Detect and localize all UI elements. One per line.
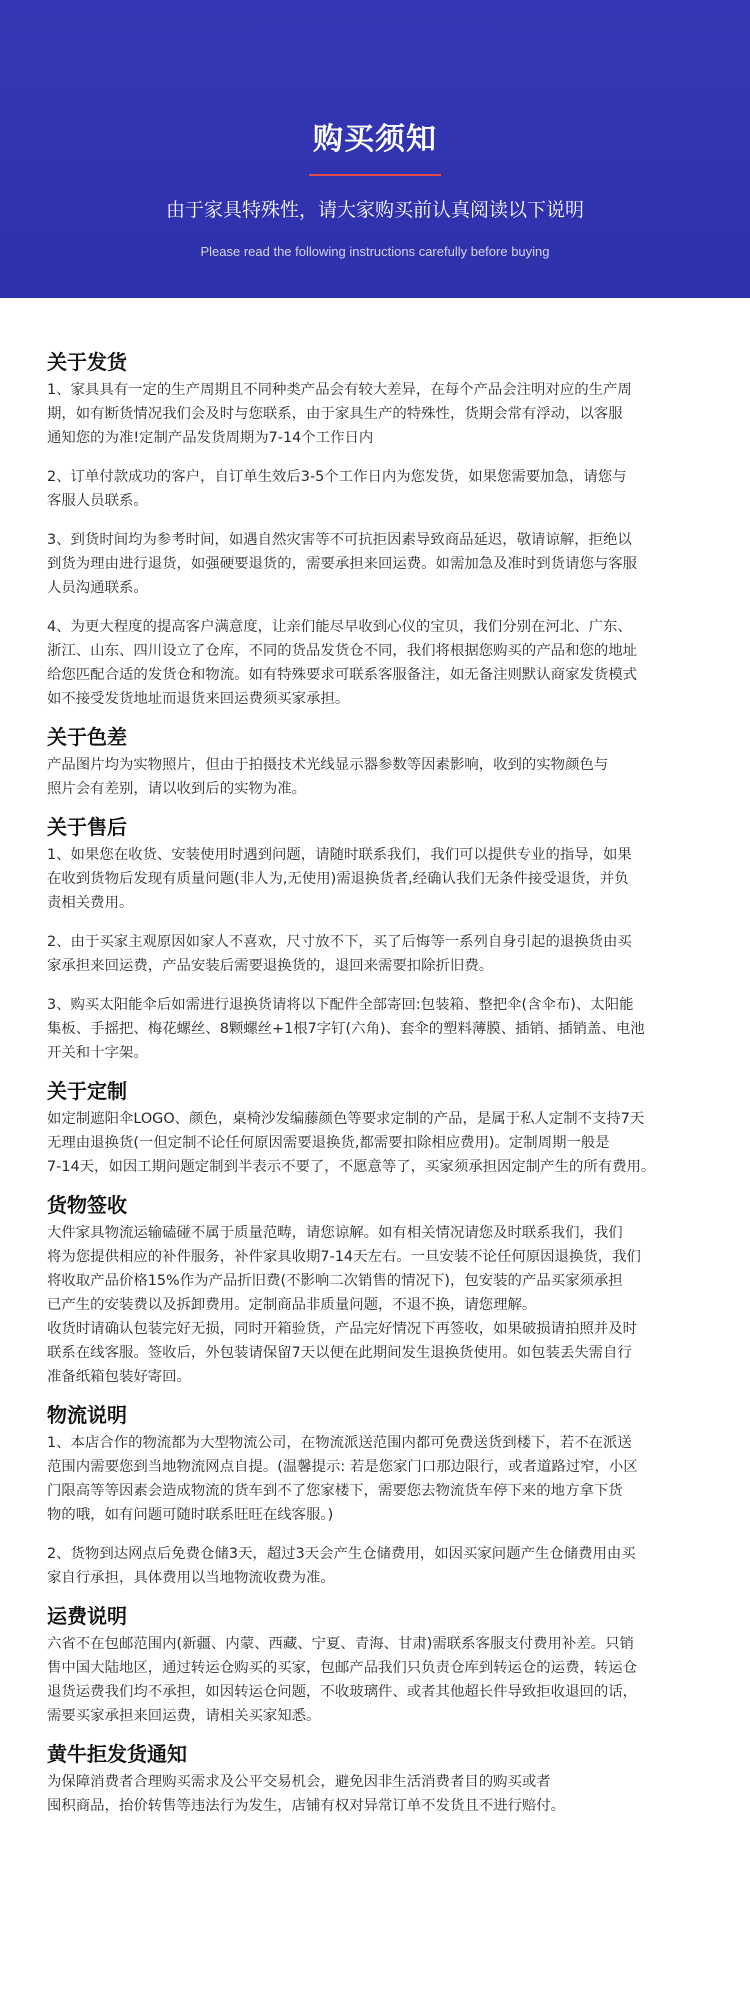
- notice-content: [0, 298, 719, 1818]
- paragraph: 3、购买太阳能伞后如需进行退换货请将以下配件全部寄回:包装箱、整把伞(含伞布)、太阳能 集板、手摇把、梅花螺丝、8颗螺丝+1根7字钉(六角)、套伞的塑料薄膜、插销、插销盖、电池 开关和十字架。: [47, 997, 645, 1061]
- paragraph: 3、到货时间均为参考时间，如遇自然灾害等不可抗拒因素导致商品延迟，敬请谅解，拒绝以 到货为理由进行退货，如强硬要退货的，需要承担来回运费。如需加急及准时到货请您与客服 人员沟通联系。: [47, 532, 638, 596]
- page-title: 购买须知: [313, 122, 437, 157]
- page-subtitle-english: Please read the following instructions carefully before buying: [200, 244, 550, 259]
- title-divider: [309, 174, 441, 176]
- paragraph: 产品图片均为实物照片，但由于拍摄技术光线显示器参数等因素影响，收到的实物颜色与 照片会有差别，请以收到后的实物为准。: [47, 757, 609, 797]
- paragraph: 1、如果您在收货、安装使用时遇到问题，请随时联系我们，我们可以提供专业的指导，如果 在收到货物后发现有质量问题(非人为,无使用)需退换货者,经确认我们无条件接受退货，并负 责相关费用。: [47, 847, 632, 911]
- section-shipping-fee: [47, 1602, 719, 1728]
- section-color-difference: [47, 723, 719, 801]
- paragraph: 4、为更大程度的提高客户满意度，让亲们能尽早收到心仪的宝贝，我们分别在河北、广东、 浙江、山东、四川设立了仓库，不同的货品发货仓不同，我们将根据您购买的产品和您的地址 给您匹配合适的发货仓和物流。如有特殊要求可联系客服备注，如无备注则默认商家发货模式 如不接受发货地址而退货来回运费须买家承担。: [47, 619, 638, 707]
- section-goods-receipt: [47, 1191, 719, 1389]
- section-heading: 关于售后: [47, 815, 127, 839]
- section-heading: 关于定制: [47, 1079, 127, 1103]
- paragraph: 如定制遮阳伞LOGO、颜色，桌椅沙发编藤颜色等要求定制的产品，是属于私人定制不支持7天 无理由退换货(一但定制不论任何原因需要退换货,都需要扣除相应费用)。定制周期一般是 7-14天，如因工期问题定制到半表示不要了，不愿意等了，买家须承担因定制产生的所有费用。: [47, 1111, 656, 1175]
- section-heading: 运费说明: [47, 1604, 127, 1628]
- section-heading: 物流说明: [47, 1403, 127, 1427]
- paragraph: 为保障消费者合理购买需求及公平交易机会，避免因非生活消费者目的购买或者 囤积商品，抬价转售等违法行为发生，店铺有权对异常订单不发货且不进行赔付。: [47, 1774, 566, 1814]
- paragraph: 1、家具具有一定的生产周期且不同种类产品会有较大差异，在每个产品会注明对应的生产周 期，如有断货情况我们会及时与您联系，由于家具生产的特殊性，货期会常有浮动，以客服 通知您的为准!定制产品发货周期为7-14个工作日内: [47, 382, 632, 446]
- header-banner: [0, 0, 750, 298]
- page-subtitle: 由于家具特殊性，请大家购买前认真阅读以下说明: [165, 199, 584, 221]
- paragraph: 大件家具物流运输磕碰不属于质量范畴，请您谅解。如有相关情况请您及时联系我们，我们 将为您提供相应的补件服务，补件家具收期7-14天左右。一旦安装不论任何原因退换货，我们 将收取产品价格15%作为产品折旧费(不影响二次销售的情况下)，包安装的产品买家须承担 已产生的安装费以及拆卸费用。定制商品非质量问题，不退不换，请您理解。 收货时请确认包装完好无损，同时开箱验货，产品完好情况下再签收，如果破损请拍照并及时 联系在线客服。签收后，外包装请保留7天以便在此期间发生退换货使用。如包装丢失需自行 准备纸箱包装好寄回。: [47, 1225, 641, 1385]
- section-customization: [47, 1077, 719, 1179]
- section-heading: 货物签收: [47, 1193, 127, 1217]
- paragraph: 六省不在包邮范围内(新疆、内蒙、西藏、宁夏、青海、甘肃)需联系客服支付费用补差。只销 售中国大陆地区，通过转运仓购买的买家，包邮产品我们只负责仓库到转运仓的运费，转运仓 退货运费我们均不承担，如因转运仓问题，不收玻璃件、或者其他超长件导致拒收退回的话， 需要买家承担来回运费，请相关买家知悉。: [47, 1636, 638, 1724]
- section-shipping: [47, 348, 719, 711]
- section-heading: 关于发货: [47, 350, 127, 374]
- section-scalper-notice: [47, 1740, 719, 1818]
- paragraph: 1、本店合作的物流都为大型物流公司，在物流派送范围内都可免费送货到楼下，若不在派送 范围内需要您到当地物流网点自提。(温馨提示: 若是您家门口那边限行，或者道路过窄，小区 门限高等等因素会造成物流的货车到不了您家楼下，需要您去物流货车停下来的地方拿下货 物的哦，如有问题可随时联系旺旺在线客服。): [47, 1435, 638, 1523]
- section-logistics: [47, 1401, 719, 1590]
- section-after-sales: [47, 813, 719, 1065]
- paragraph: 2、由于买家主观原因如家人不喜欢，尺寸放不下，买了后悔等一系列自身引起的退换货由买 家承担来回运费，产品安装后需要退换货的，退回来需要扣除折旧费。: [47, 934, 632, 974]
- section-heading: 关于色差: [47, 725, 127, 749]
- paragraph: 2、订单付款成功的客户，自订单生效后3-5个工作日内为您发货，如果您需要加急，请您与 客服人员联系。: [47, 469, 627, 509]
- paragraph: 2、货物到达网点后免费仓储3天，超过3天会产生仓储费用，如因买家问题产生仓储费用由买 家自行承担，具体费用以当地物流收费为准。: [47, 1546, 636, 1586]
- section-heading: 黄牛拒发货通知: [47, 1742, 187, 1766]
